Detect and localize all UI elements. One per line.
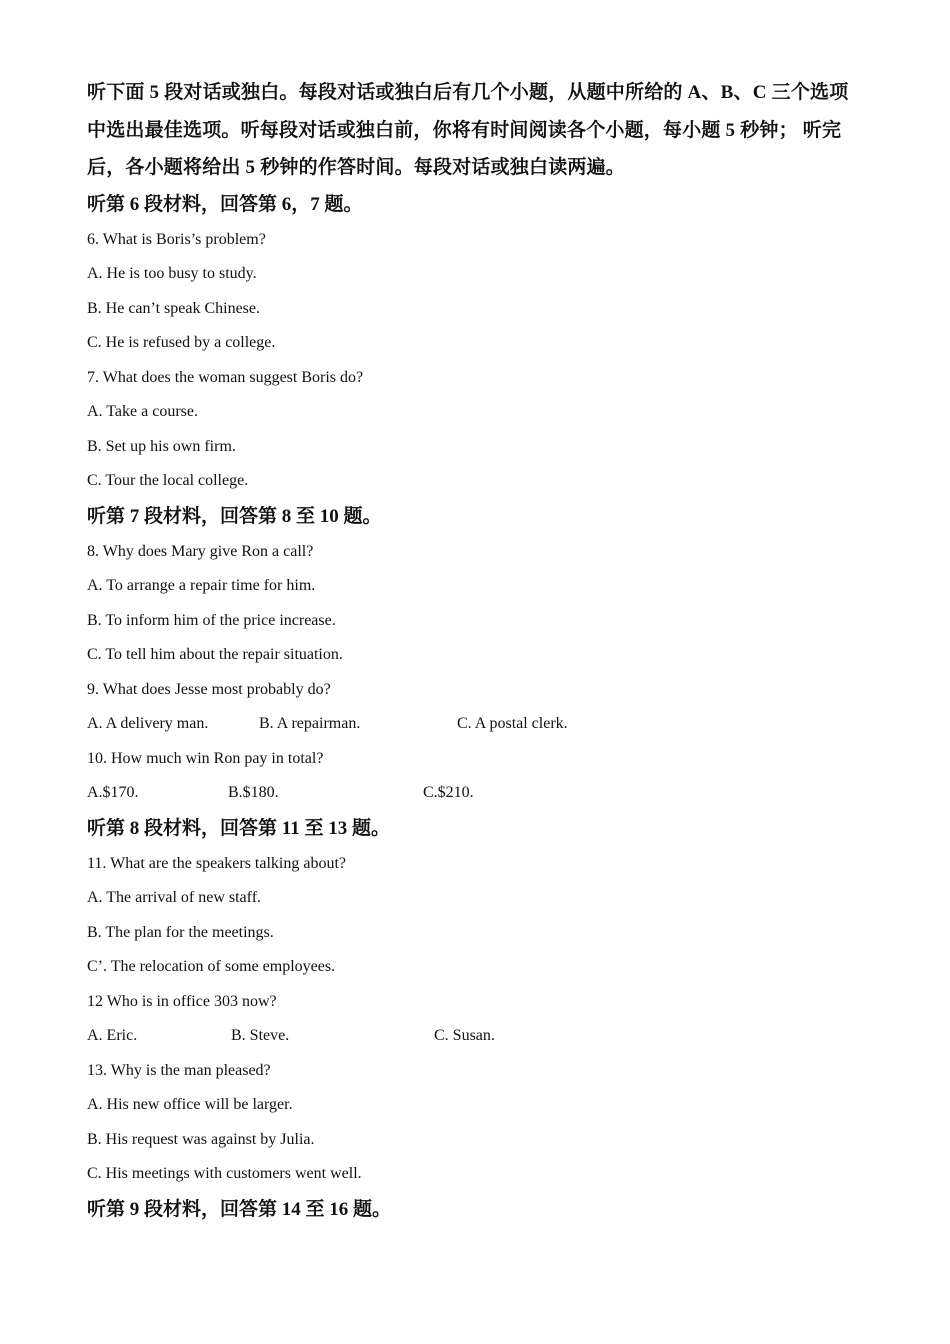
option-b: B. He can’t speak Chinese. [87, 299, 260, 317]
question-stem: 11. What are the speakers talking about? [87, 854, 347, 872]
question-stem: 8. Why does Mary give Ron a call? [87, 542, 314, 560]
options-row [87, 707, 867, 742]
option-c: C. He is refused by a college. [87, 334, 276, 351]
option-b: B. Set up his own firm. [87, 437, 236, 455]
option-b: B.$180. [228, 784, 279, 801]
question-stem: 12 Who is in office 303 now? [87, 992, 277, 1010]
option-a: A. A delivery man. [87, 715, 209, 732]
option-a: A. The arrival of new staff. [87, 889, 262, 906]
section-heading: 听第 7 段材料，回答第 8 至 10 题。 [87, 505, 382, 527]
option-b: B. A repairman. [259, 715, 361, 732]
option-b: B. Steve. [231, 1027, 290, 1044]
question-stem: 6. What is Boris’s problem? [87, 230, 266, 248]
option-a: A. To arrange a repair time for him. [87, 577, 316, 594]
section-heading: 听第 6 段材料，回答第 6，7 题。 [87, 193, 363, 215]
options-row [87, 776, 867, 811]
question-stem: 7. What does the woman suggest Boris do? [87, 368, 364, 386]
option-a: A. Take a course. [87, 403, 198, 420]
section-heading: 听第 8 段材料，回答第 11 至 13 题。 [87, 817, 390, 839]
question-stem: 9. What does Jesse most probably do? [87, 680, 331, 698]
document-page [87, 74, 867, 1228]
option-a: A. Eric. [87, 1027, 138, 1044]
option-a: A.$170. [87, 784, 139, 801]
option-c: C. A postal clerk. [457, 715, 568, 732]
question-stem: 10. How much win Ron pay in total? [87, 749, 324, 767]
section-heading: 听第 9 段材料，回答第 14 至 16 题。 [87, 1198, 392, 1220]
option-c: C. To tell him about the repair situation. [87, 646, 343, 663]
option-a: A. He is too busy to study. [87, 265, 257, 282]
options-row [87, 1019, 867, 1054]
option-b: B. His request was against by Julia. [87, 1130, 315, 1148]
option-c: C. Susan. [434, 1027, 495, 1044]
option-c: C’. The relocation of some employees. [87, 958, 336, 975]
instructions-paragraph: 听下面 5 段对话或独白。每段对话或独白后有几个小题，从题中所给的 A、B、C 三个选项中选出最佳选项。听每段对话或独白前，你将有时间阅读各个小题，每小题 5 秒钟； 听完后，各小题将给出 5 秒钟的作答时间。每段对话或独白读两遍。 [87, 82, 849, 178]
option-c: C.$210. [423, 784, 474, 801]
option-a: A. His new office will be larger. [87, 1096, 293, 1113]
option-c: C. Tour the local college. [87, 472, 249, 489]
question-stem: 13. Why is the man pleased? [87, 1061, 271, 1079]
option-b: B. The plan for the meetings. [87, 923, 274, 941]
option-b: B. To inform him of the price increase. [87, 611, 336, 629]
option-c: C. His meetings with customers went well. [87, 1165, 362, 1182]
